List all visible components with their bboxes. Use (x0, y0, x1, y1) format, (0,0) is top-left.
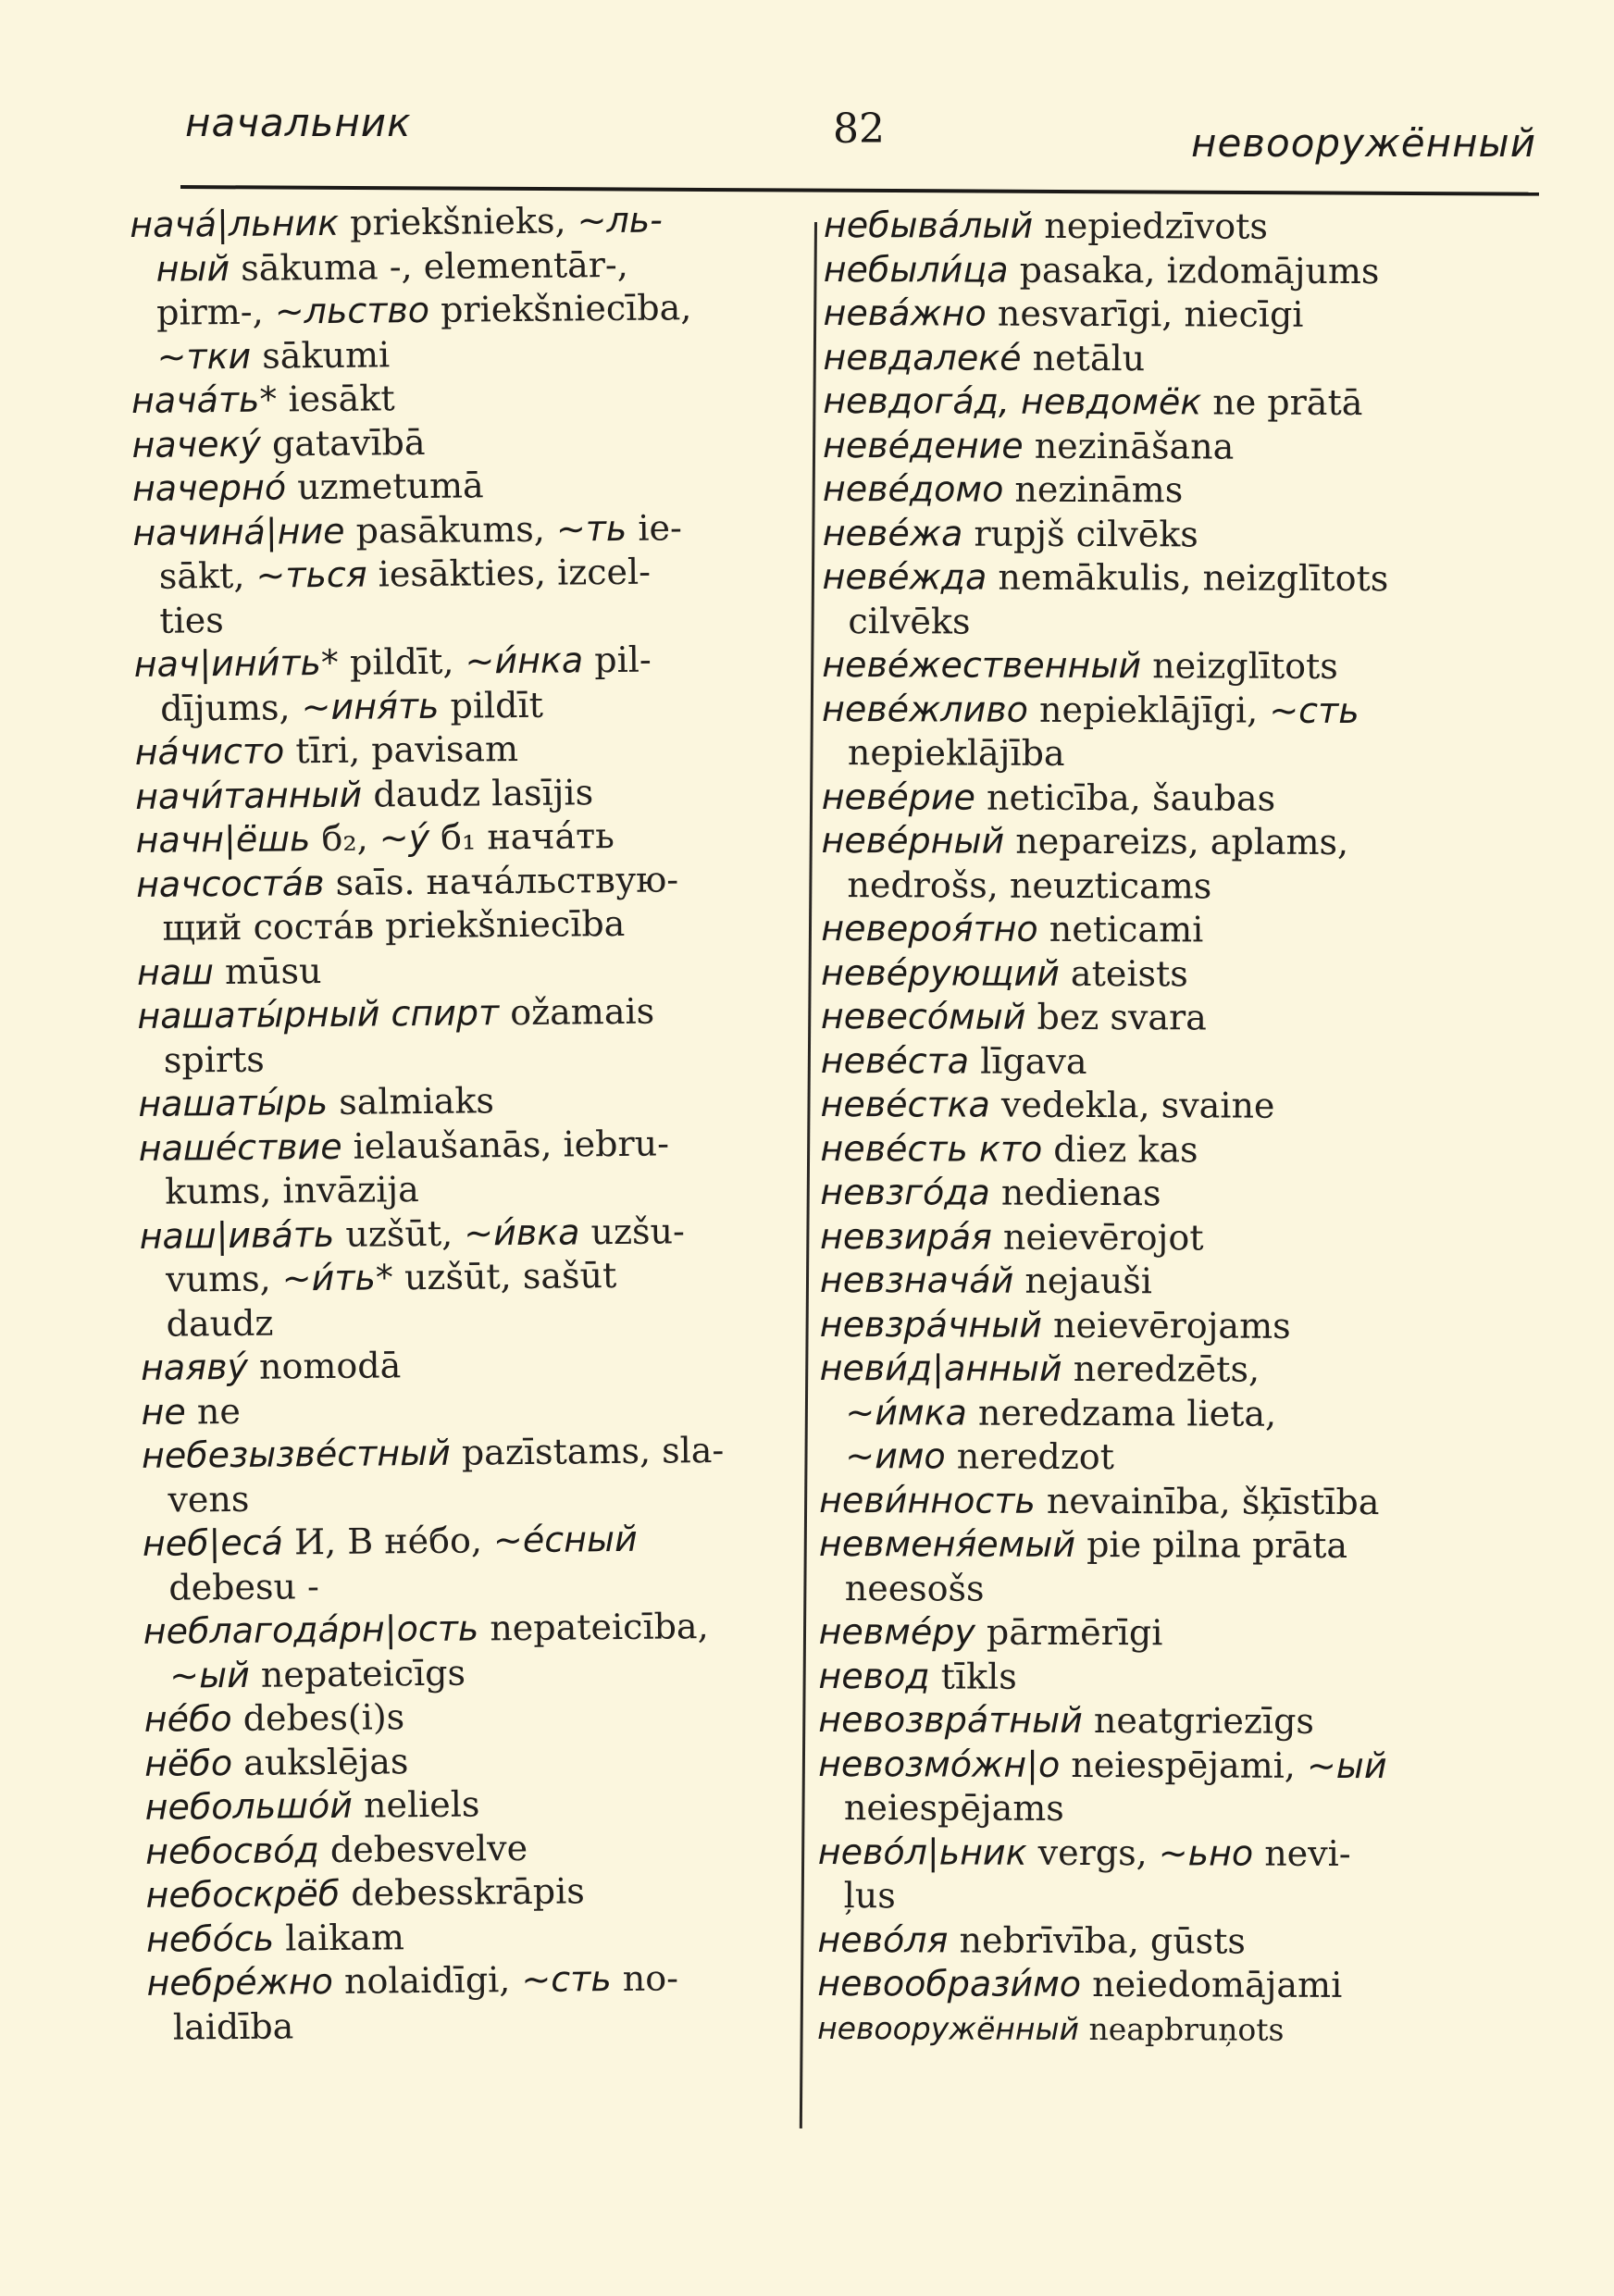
entry-line (823, 467, 1535, 514)
definition: laidība (172, 2004, 294, 2048)
entry-line (146, 1911, 831, 1962)
definition: nepiedzīvots (1033, 205, 1268, 247)
definition: pildīt (439, 684, 544, 726)
entry-line (147, 1999, 832, 2050)
entry-line (131, 416, 816, 467)
definition: ateists (1059, 952, 1188, 994)
headword: невесо́мый (820, 995, 1026, 1037)
definition: salmiaks (327, 1080, 495, 1123)
definition: no- (611, 1957, 679, 2000)
definition: aukslējas (231, 1740, 409, 1783)
right-column (817, 204, 1536, 2053)
definition: uzmetumā (285, 465, 484, 508)
definition: diez kas (1042, 1128, 1198, 1170)
entry-line (144, 1780, 829, 1831)
entry-line (130, 197, 814, 248)
headword: невод (818, 1655, 930, 1696)
entry-line (823, 335, 1535, 381)
headword: нач|ини́ть* (133, 641, 340, 685)
headword: нашаты́рный спирт (137, 992, 500, 1036)
entry-line (818, 1698, 1531, 1744)
headword: неб|еса́ (142, 1521, 284, 1564)
definition: vedekla, svaine (989, 1084, 1275, 1126)
entry-line (819, 1434, 1532, 1481)
headword: ~и́мка (845, 1391, 967, 1433)
left-column (130, 197, 832, 2050)
entry-line (138, 1076, 823, 1127)
headword: неве́жа (822, 512, 963, 554)
headword: неве́рующий (821, 951, 1060, 994)
entry-line (819, 1522, 1532, 1569)
entry-line (817, 1917, 1530, 1964)
entry-line (819, 1566, 1532, 1612)
headword: ~и́нка (465, 639, 584, 682)
headword: небезызве́стный (141, 1432, 451, 1476)
entry-line (143, 1604, 828, 1655)
entry-line (819, 1610, 1532, 1657)
headword: ~ться (255, 553, 367, 596)
entry-line (141, 1340, 826, 1391)
definition: И, В не́бо, (282, 1520, 494, 1563)
entry-line (135, 813, 820, 863)
definition: uzšūt, (334, 1212, 465, 1255)
definition: bez svara (1025, 996, 1207, 1038)
headword: небре́жно (146, 1960, 334, 2004)
definition: nomodā (247, 1345, 402, 1387)
headword: наше́ствие (138, 1125, 342, 1169)
headword: невзнача́й (819, 1259, 1014, 1301)
definition: neiedomājami (1080, 1963, 1343, 2005)
definition: neesošs (844, 1567, 985, 1609)
headword: неве́рие (821, 776, 976, 818)
definition: cilvēks (848, 600, 971, 642)
entry-line (139, 1208, 824, 1259)
headword: ~е́сный (492, 1518, 638, 1561)
headword: начеку́ (131, 423, 262, 465)
definition: neticība, šaubas (975, 776, 1276, 819)
headword: нашаты́рь (138, 1081, 329, 1124)
entry-line (819, 1390, 1532, 1436)
headword: ~сть (1269, 689, 1359, 731)
headword: неве́жливо (822, 688, 1029, 730)
headword: ~и́ть* (281, 1257, 394, 1299)
definition: pazīstams, sla- (450, 1429, 725, 1473)
entry-line (820, 1259, 1533, 1305)
headword: неве́жда (822, 555, 987, 598)
entry-line (139, 1120, 824, 1171)
entry-line (134, 637, 819, 688)
headword: ~тки (156, 335, 252, 378)
definition: spirts (163, 1038, 266, 1081)
headword: ~и́вка (464, 1210, 580, 1254)
definition: dījums, (160, 686, 302, 729)
entry-line (818, 1786, 1531, 1832)
entry-line (823, 379, 1535, 426)
definition: neticami (1037, 908, 1204, 950)
entry-line (134, 725, 819, 776)
definition: nezināms (1003, 468, 1184, 511)
headword: невооружённый (817, 2009, 1080, 2047)
headword: ~ый (1306, 1744, 1387, 1786)
definition: gatavībā (260, 421, 426, 465)
headword: неве́дение (823, 424, 1024, 466)
headword: невероя́тно (821, 907, 1038, 949)
headword: небоскрёб (145, 1872, 341, 1916)
definition: tīkls (929, 1655, 1017, 1697)
headword: нача́|льник (130, 202, 340, 245)
entry-line (818, 1830, 1531, 1876)
definition: priekšnieks, (338, 200, 577, 243)
definition: netālu (1021, 337, 1146, 379)
headword: неве́домо (822, 467, 1004, 510)
entry-line (821, 950, 1533, 997)
header-right-guide-word: невооружённый (1190, 120, 1536, 166)
definition: daudz lasījis (362, 771, 594, 815)
headword: начсоста́в (135, 862, 325, 905)
definition: nepateicīgs (249, 1652, 466, 1695)
page-header (185, 83, 1536, 185)
definition: pārmērīgi (975, 1611, 1163, 1654)
definition: nepateicība, (478, 1606, 709, 1649)
header-left-guide-word: начальник (185, 100, 412, 145)
entry-line (140, 1296, 825, 1347)
entry-line (817, 1962, 1530, 2008)
definition: neliels (352, 1783, 480, 1826)
definition: nepareizs, aplams, (1004, 820, 1349, 863)
headword: ~льство (274, 289, 430, 332)
definition: uzšu- (579, 1210, 686, 1252)
definition: nesvarīgi, niecīgi (986, 292, 1304, 335)
entry-line (143, 1516, 827, 1567)
definition: ie- (627, 506, 683, 549)
headword: неви́нность (819, 1479, 1036, 1521)
headword: невме́ру (818, 1610, 975, 1653)
headword: невзра́чный (819, 1303, 1043, 1346)
entry-line (820, 1347, 1533, 1393)
definition: nepieklājība (847, 732, 1065, 774)
definition: ne prātā (1201, 381, 1363, 424)
entry-line (138, 1032, 823, 1083)
entry-line (143, 1559, 827, 1610)
definition: neredzēts, (1062, 1347, 1260, 1390)
headword: невозвра́тный (818, 1698, 1083, 1741)
entry-line (137, 988, 822, 1039)
entry-line (824, 204, 1536, 250)
headword: нево́ля (817, 1918, 949, 1960)
entry-line (818, 1874, 1531, 1920)
headword: невдалеке́ (823, 336, 1022, 379)
headword: невменя́емый (818, 1522, 1076, 1565)
headword: неве́сть кто (820, 1127, 1043, 1170)
entry-line (134, 680, 819, 731)
definition: ļus (843, 1875, 896, 1917)
entry-line (824, 247, 1536, 293)
definition: laikam (273, 1916, 405, 1959)
headword: нача́ть* (130, 379, 278, 421)
definition: neredzama lieta, (966, 1392, 1277, 1434)
headword: наяву́ (140, 1346, 249, 1388)
definition: neatgriezīgs (1082, 1699, 1315, 1742)
header-rule (180, 185, 1539, 196)
headword: ~сть (521, 1958, 612, 2001)
entry-line (819, 1478, 1532, 1524)
definition: neizglītots (1140, 645, 1338, 687)
headword: начина́|ние (132, 510, 345, 553)
entry-line (820, 1214, 1533, 1260)
page-number: 82 (833, 105, 885, 153)
entry-line (131, 373, 816, 424)
definition: iesākties, izcel- (366, 551, 652, 595)
definition: neievērojams (1041, 1304, 1291, 1347)
definition: neredzot (945, 1435, 1115, 1478)
definition: nebrīvība, gūsts (948, 1918, 1247, 1962)
entry-line (821, 995, 1533, 1041)
headword: не (141, 1390, 186, 1433)
headword: ный (155, 247, 230, 290)
definition: ielaušanās, iebru- (341, 1122, 670, 1167)
definition: mūsu (213, 949, 322, 992)
headword: неве́жественный (822, 643, 1142, 687)
definition: vens (168, 1478, 250, 1520)
definition: nezināšana (1023, 425, 1235, 467)
entry-line (132, 504, 817, 555)
headword: невдога́д, невдомёк (823, 379, 1202, 423)
definition: saīs. нача́льствую- (324, 858, 679, 903)
headword: начерно́ (131, 466, 287, 509)
entry-line (141, 1384, 826, 1434)
definition: sākumi (250, 333, 391, 377)
entry-line (820, 1171, 1533, 1217)
entry-line (822, 731, 1534, 777)
headword: ~у́ (379, 816, 430, 859)
definition: debesvelve (318, 1827, 528, 1870)
entry-line (822, 643, 1534, 689)
entry-line (822, 775, 1534, 821)
entry-line (139, 1164, 824, 1215)
headword: небосво́д (144, 1829, 320, 1872)
definition: щий соста́в priekšniecība (162, 902, 626, 949)
entry-line (821, 863, 1533, 909)
entry-line (136, 856, 821, 907)
headword: ~ьно (1158, 1831, 1254, 1874)
headword: наш|ива́ть (139, 1213, 335, 1257)
definition: kums, invāzija (165, 1169, 420, 1212)
definition: nevainība, šķīstība (1035, 1480, 1380, 1522)
entry-line (144, 1735, 829, 1786)
headword: ~ый (169, 1654, 251, 1696)
definition: priekšniecība, (428, 287, 692, 330)
definition: debes(i)s (231, 1696, 405, 1740)
definition: uzšūt, sašūt (392, 1255, 617, 1298)
definition: neiespējams (843, 1787, 1064, 1829)
headword: неви́д|анный (819, 1347, 1062, 1389)
headword: небольшо́й (144, 1784, 354, 1828)
entry-line (130, 329, 815, 379)
headword: не́бо (143, 1698, 232, 1740)
headword: небыли́ца (823, 248, 1009, 291)
entry-line (145, 1868, 830, 1918)
definition: līgava (969, 1040, 1087, 1082)
headword: начи́танный (134, 774, 363, 817)
entry-line (137, 944, 822, 995)
entry-line (820, 1126, 1533, 1173)
headword: неблагода́рн|ость (143, 1607, 479, 1652)
definition: pasākums, (344, 508, 557, 552)
headword: ~иня́ть (301, 685, 440, 727)
definition: ties (159, 599, 224, 641)
definition: nevi- (1253, 1832, 1351, 1874)
headword: невзго́да (820, 1171, 990, 1213)
definition: б₁ нача́ть (428, 815, 615, 858)
entry-line (817, 2005, 1530, 2052)
entry-line (821, 907, 1533, 953)
headword: нева́жно (823, 292, 987, 334)
definition: sākuma -, elementār-, (230, 243, 629, 289)
headword: неве́рный (821, 819, 1005, 862)
headword: ~ль- (577, 199, 664, 242)
headword: невозмо́жн|о (818, 1743, 1061, 1785)
headword: начн|ёшь (135, 818, 311, 861)
headword: неве́стка (820, 1083, 990, 1125)
definition: nemākulis, neizglītots (987, 556, 1389, 600)
headword: нёбо (143, 1742, 233, 1784)
entry-line (142, 1471, 826, 1522)
headword: небыва́лый (823, 205, 1034, 246)
definition: nolaidīgi, (332, 1959, 522, 2002)
definition: daudz (166, 1302, 274, 1345)
entry-line (145, 1823, 830, 1874)
entry-line (823, 511, 1535, 557)
entry-line (136, 900, 821, 951)
entry-line (130, 241, 814, 292)
entry-line (822, 599, 1534, 645)
headword: невообрази́мо (817, 1962, 1082, 2004)
definition: sākt, (158, 554, 256, 597)
definition: pasaka, izdomājums (1008, 249, 1380, 292)
definition: vergs, (1026, 1831, 1159, 1873)
entry-line (820, 1302, 1533, 1348)
headword: невзира́я (820, 1215, 992, 1258)
definition: nejauši (1013, 1260, 1153, 1302)
entry-line (144, 1692, 829, 1743)
definition: nedrošs, neuzticams (847, 863, 1212, 906)
definition: ožamais (498, 990, 655, 1034)
entry-line (142, 1428, 826, 1479)
definition: iesākt (277, 378, 395, 420)
entry-line (818, 1654, 1531, 1700)
definition: nepieklājīgi, (1027, 689, 1270, 731)
entry-line (146, 1955, 831, 2006)
entry-line (133, 592, 818, 643)
headword: небо́сь (145, 1917, 275, 1960)
definition: tīri, pavisam (284, 727, 519, 772)
definition: nedienas (989, 1172, 1161, 1214)
entry-line (133, 549, 818, 600)
headword: на́чисто (134, 730, 285, 773)
headword: ~ть (555, 507, 627, 550)
entry-line (140, 1252, 825, 1303)
entry-line (821, 1038, 1533, 1085)
entry-line (135, 768, 820, 819)
definition: neiespējami, (1060, 1744, 1308, 1786)
entry-line (130, 285, 815, 336)
entry-line (823, 423, 1535, 469)
entry-line (822, 687, 1534, 733)
definition: pirm-, (155, 291, 276, 333)
definition: б₂, (310, 817, 379, 860)
entry-line (143, 1647, 828, 1698)
headword: неве́ста (820, 1039, 970, 1082)
definition: debesu - (168, 1565, 320, 1608)
definition: vums, (165, 1258, 283, 1300)
entry-line (818, 1742, 1531, 1788)
definition: pie pilna prāta (1074, 1523, 1348, 1566)
headword: ~имо (845, 1435, 946, 1477)
entry-line (132, 461, 817, 512)
definition: neievērojot (991, 1216, 1204, 1258)
definition: ne (185, 1390, 242, 1432)
definition: debesskrāpis (340, 1870, 585, 1914)
headword: наш (136, 950, 215, 993)
entry-line (821, 1083, 1533, 1129)
entry-line (822, 819, 1534, 865)
definition: pildīt, (338, 640, 466, 683)
definition: pil- (582, 639, 652, 681)
entry-line (823, 555, 1535, 602)
headword: нево́л|ьник (817, 1831, 1027, 1873)
definition: rupjš cilvēks (962, 513, 1198, 554)
definition: neapbruņots (1078, 2010, 1285, 2048)
entry-line (824, 292, 1536, 338)
